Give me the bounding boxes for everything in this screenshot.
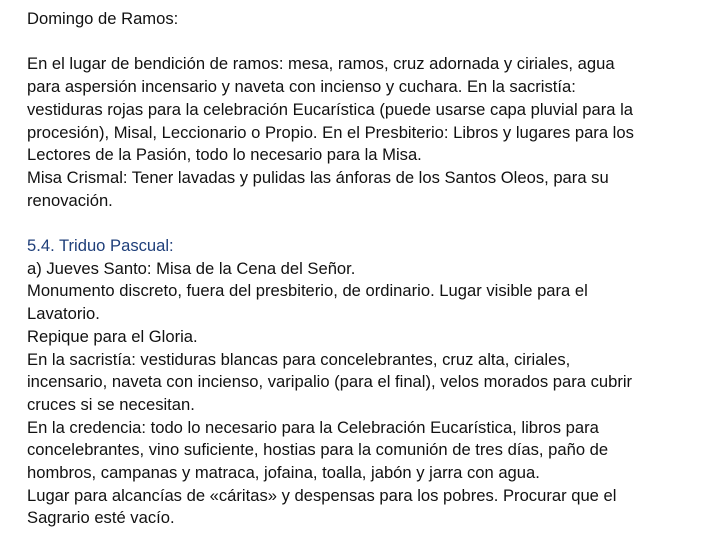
paragraph-line: para aspersión incensario y naveta con incienso y cuchara. En la sacristía: <box>27 77 576 97</box>
paragraph-line: renovación. <box>27 190 113 210</box>
paragraph-line: Lavatorio. <box>27 304 100 324</box>
paragraph-line: hombros, campanas y matraca, jofaina, toalla, jabón y jarra con agua. <box>27 463 540 483</box>
paragraph-line: cruces si se necesitan. <box>27 394 195 414</box>
paragraph-line: En la sacristía: vestiduras blancas para concelebrantes, cruz alta, ciriales, <box>27 349 571 369</box>
triduum-section <box>27 235 695 530</box>
paragraph-line: En el lugar de bendición de ramos: mesa, ramos, cruz adornada y ciriales, agua <box>27 54 615 74</box>
palm-sunday-paragraph <box>27 53 695 212</box>
paragraph-line: Lugar para alcancías de «cáritas» y despensas para los pobres. Procurar que el <box>27 485 617 505</box>
paragraph-line: a) Jueves Santo: Misa de la Cena del Señor. <box>27 258 356 278</box>
document-body <box>27 8 695 530</box>
paragraph-line: Misa Crismal: Tener lavadas y pulidas las ánforas de los Santos Oleos, para su <box>27 167 609 187</box>
paragraph-line: procesión), Misal, Leccionario o Propio. En el Presbiterio: Libros y lugares para los <box>27 122 634 142</box>
paragraph-spacer <box>27 31 695 54</box>
section-heading: 5.4. Triduo Pascual: <box>27 236 174 255</box>
palm-sunday-title: Domingo de Ramos: <box>27 9 179 28</box>
paragraph-line: En la credencia: todo lo necesario para la Celebración Eucarística, libros para <box>27 417 599 437</box>
paragraph-line: Monumento discreto, fuera del presbiterio, de ordinario. Lugar visible para el <box>27 281 588 301</box>
paragraph-line: vestiduras rojas para la celebración Eucarística (puede usarse capa pluvial para la <box>27 99 634 119</box>
paragraph-line: Sagrario esté vacío. <box>27 508 175 528</box>
paragraph-spacer <box>27 212 695 235</box>
paragraph-line: incensario, naveta con incienso, varipalio (para el final), velos morados para cubrir <box>27 372 633 392</box>
paragraph-line: Lectores de la Pasión, todo lo necesario para la Misa. <box>27 145 422 165</box>
paragraph-line: concelebrantes, vino suficiente, hostias para la comunión de tres días, paño de <box>27 440 609 460</box>
paragraph-line: Repique para el Gloria. <box>27 326 198 346</box>
